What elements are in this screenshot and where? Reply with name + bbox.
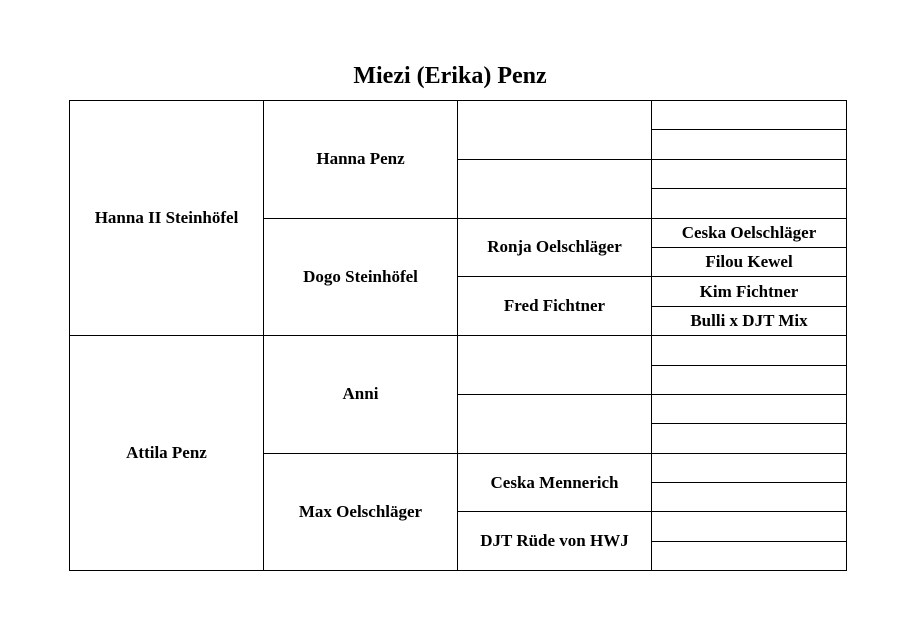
gen4-cell [652,101,847,130]
table-row [70,336,847,365]
gen2-sire-sire-cell: Max Oelschläger [264,453,458,571]
gen3-cell: Ronja Oelschläger [458,218,652,277]
gen3-cell: Fred Fichtner [458,277,652,336]
gen4-cell [652,512,847,541]
gen3-cell [458,336,652,395]
table-row [70,101,847,130]
gen4-cell: Bulli x DJT Mix [652,306,847,335]
gen4-cell [652,189,847,218]
gen3-cell: DJT Rüde von HWJ [458,512,652,571]
gen3-cell [458,159,652,218]
gen4-cell [652,365,847,394]
gen4-cell [652,424,847,453]
gen4-cell [652,453,847,482]
gen2-sire-dam-cell: Anni [264,336,458,454]
gen4-cell [652,130,847,159]
gen4-cell [652,541,847,570]
gen4-cell: Ceska Oelschläger [652,218,847,247]
gen3-cell: Ceska Mennerich [458,453,652,512]
pedigree-table [69,100,847,571]
gen4-cell [652,159,847,188]
page-title: Miezi (Erika) Penz [353,63,547,89]
gen3-cell [458,101,652,160]
gen4-cell [652,336,847,365]
gen4-cell: Filou Kewel [652,247,847,276]
gen1-sire-cell: Attila Penz [70,336,264,571]
gen2-dam-sire-cell: Dogo Steinhöfel [264,218,458,336]
gen2-dam-dam-cell: Hanna Penz [264,101,458,219]
gen1-dam-cell: Hanna II Steinhöfel [70,101,264,336]
gen4-cell [652,394,847,423]
gen4-cell [652,483,847,512]
gen4-cell: Kim Fichtner [652,277,847,306]
gen3-cell [458,394,652,453]
